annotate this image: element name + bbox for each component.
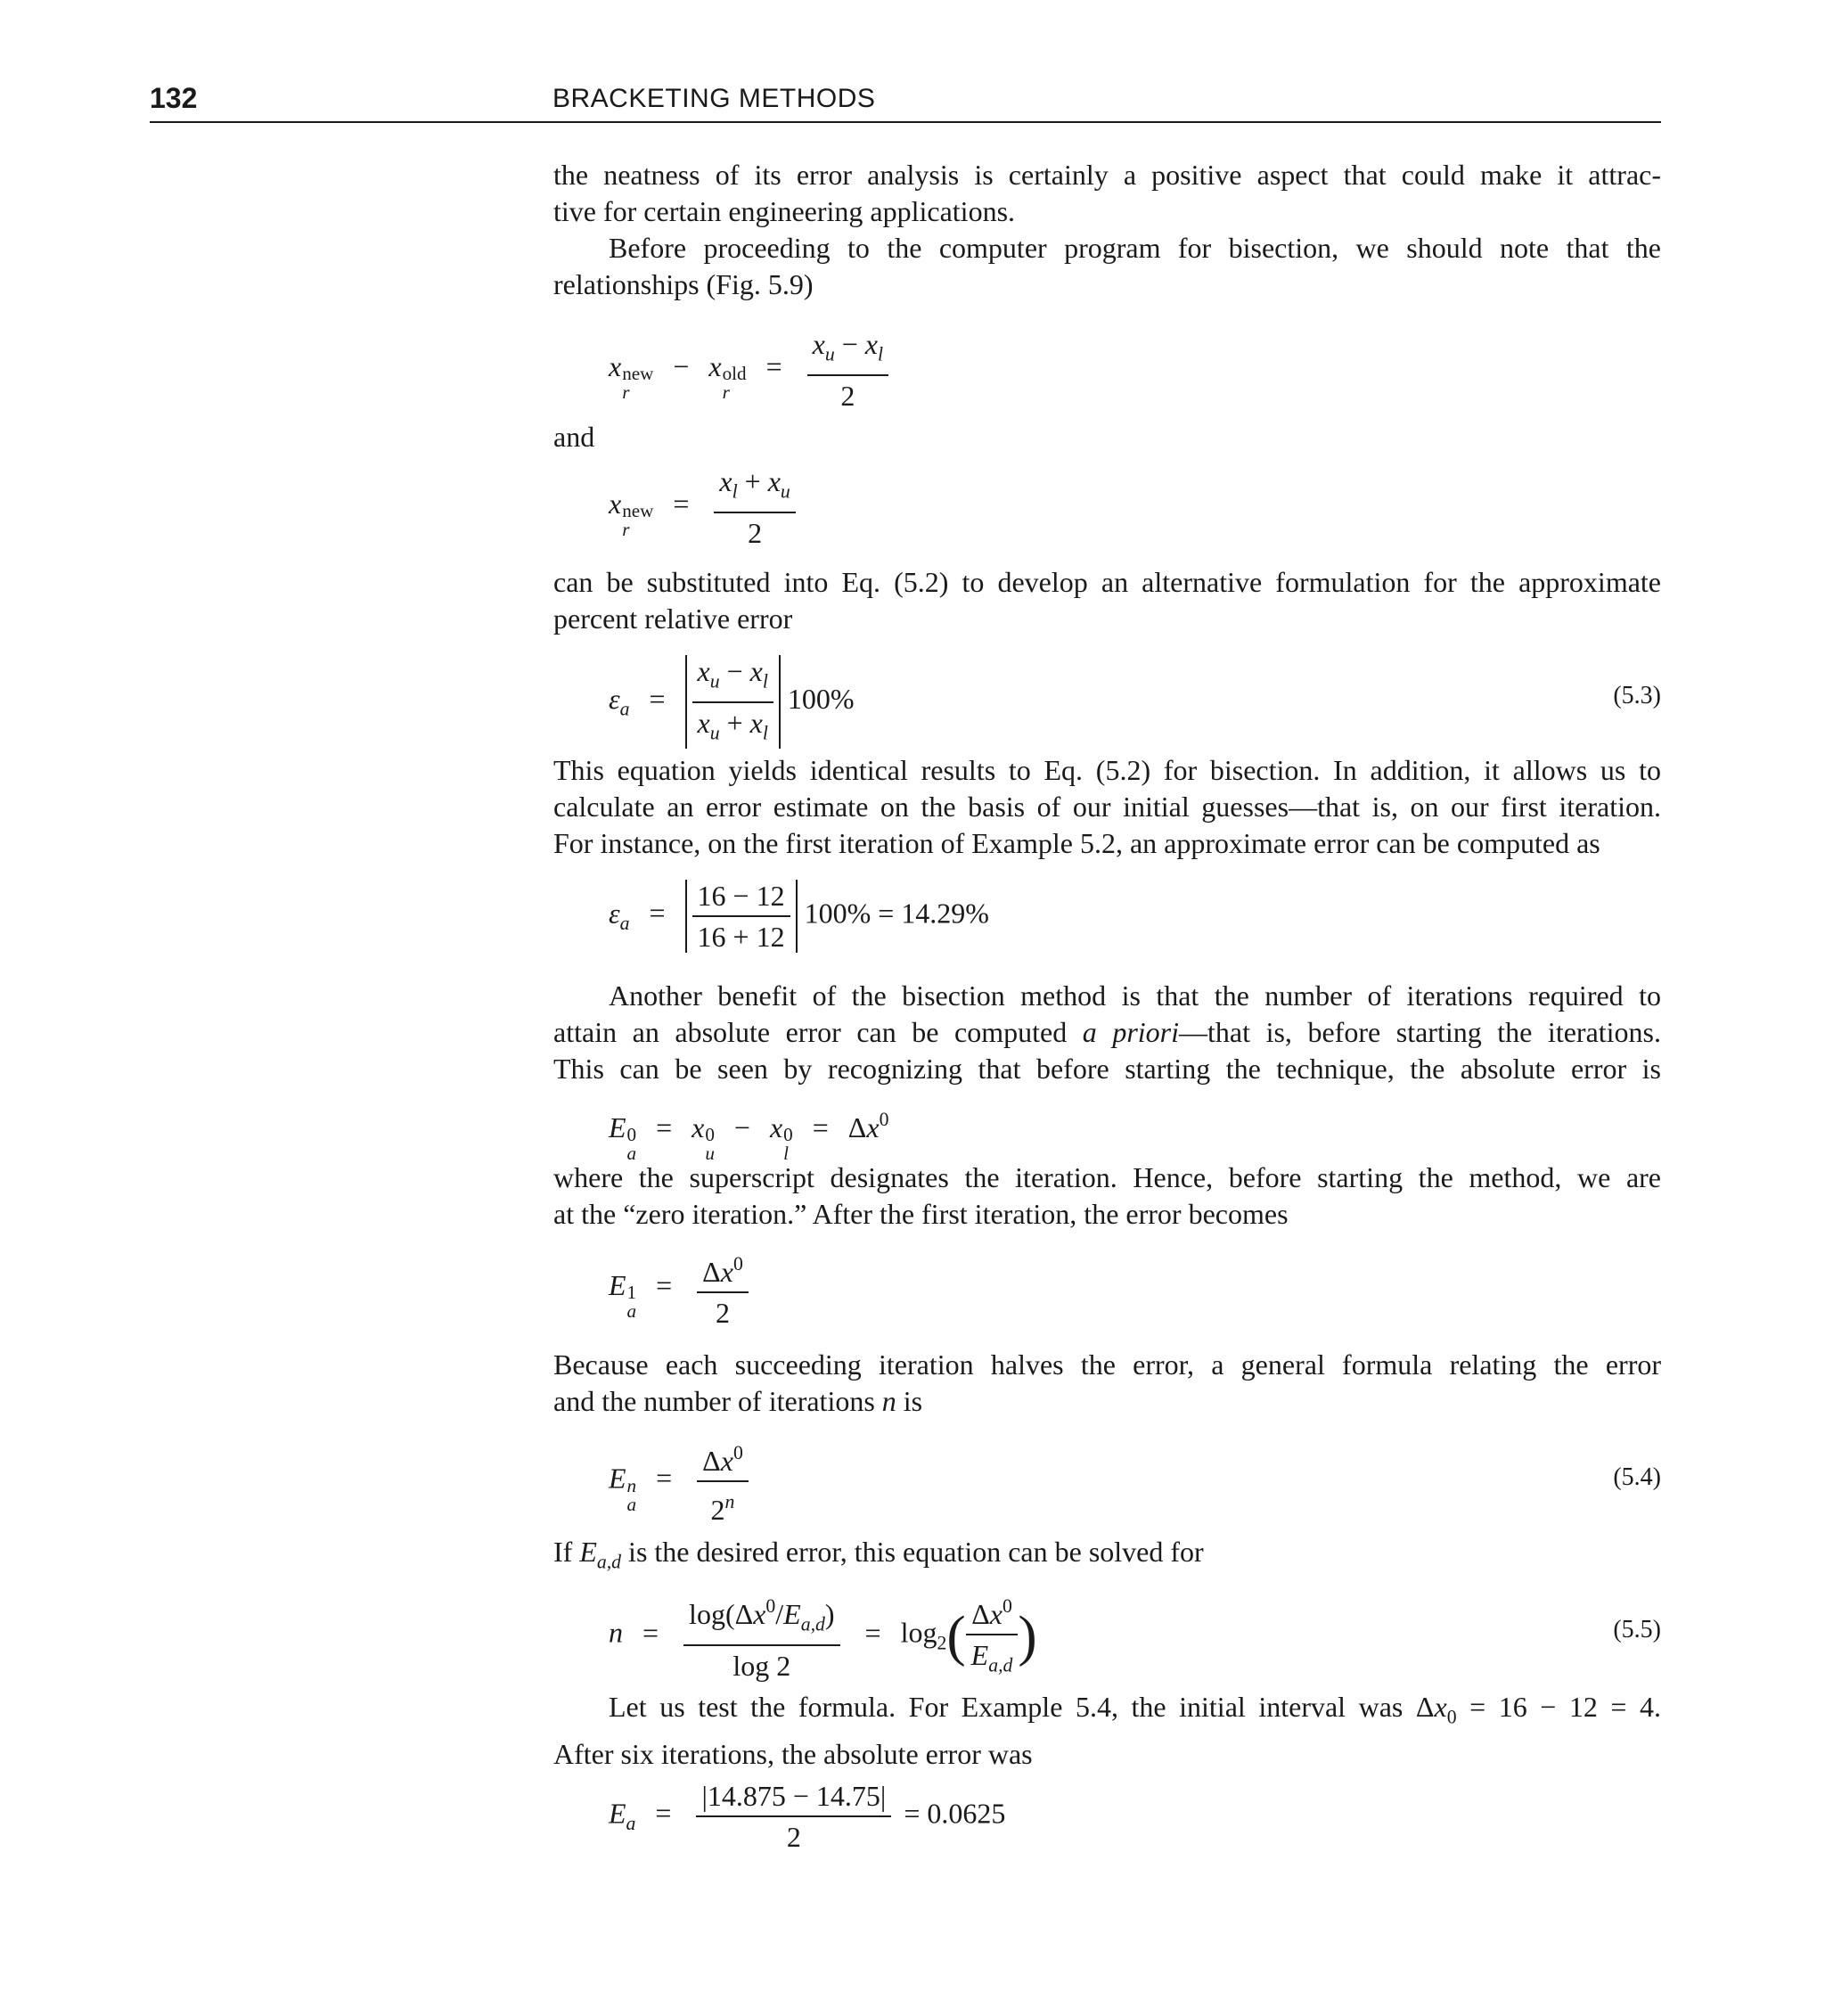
final-denominator: 2: [786, 1821, 801, 1853]
paragraph-continuation: [553, 157, 1661, 230]
equation-example-error: $\varepsilon_a$ = $\frac{16 - 12}{16 + 12}$ 100% = 14.29%: [609, 880, 989, 953]
page-number: 132: [150, 82, 198, 114]
paragraph-relationships: [553, 230, 1661, 303]
paragraph-desired-error: [553, 1534, 1661, 1581]
equation-5-4: E n a = $\frac{\Delta x^0}{2^n}$: [609, 1437, 754, 1526]
paragraph-substitution: [553, 564, 1661, 637]
final-result: = 0.0625: [904, 1797, 1006, 1830]
text-line: and the number of iterations n is: [553, 1385, 923, 1417]
text-line: After six iterations, the absolute error was: [553, 1737, 1033, 1770]
text-line: calculate an error estimate on the basis of our initial guesses—that is, on our first iteration.: [553, 791, 1661, 823]
text-line: the neatness of its error analysis is certainly a positive aspect that could make it attrac-: [553, 159, 1661, 191]
equation-number-5-5: (5.5): [1613, 1616, 1661, 1643]
paragraph-general-formula: [553, 1347, 1661, 1420]
example-result: 100% = 14.29%: [804, 897, 989, 930]
equation-first-iteration-error: E 1 a = $\frac{\Delta x^0}{2}$: [609, 1248, 754, 1329]
equation-six-iterations: $E_a$ = $\frac{|14.875 - 14.75|}{2}$ = 0.0625: [609, 1780, 1006, 1853]
paragraph-identical-results: [553, 752, 1661, 862]
text-line: If $E_{a,d}$ is the desired error, this equation can be solved for: [553, 1536, 1204, 1573]
paragraph-test-formula: [553, 1689, 1661, 1773]
percent-factor: 100%: [787, 682, 855, 715]
text-line: Another benefit of the bisection method is that the number of iterations required to: [609, 979, 1661, 1012]
equation-5-3: $\varepsilon_a$ = $\frac{x_u - x_l}{x_u + x_l}$ 100%: [609, 655, 855, 749]
paragraph-zero-iteration: [553, 1160, 1661, 1233]
equation-xr-new: x new r = $\frac{x_l + x_u}{2}$: [609, 465, 801, 549]
example-denominator: 16 + 12: [697, 921, 785, 953]
text-line: percent relative error: [553, 602, 793, 635]
text-line: This equation yields identical results to Eq. (5.2) for bisection. In addition, it allows us to: [553, 754, 1661, 786]
text-line: attain an absolute error can be computed a priori—that is, before starting the iterations.: [553, 1016, 1662, 1048]
equation-initial-error: E 0 a = x 0 u − x 0 l = $\Delta x^0$: [609, 1109, 889, 1165]
text-line: can be substituted into Eq. (5.2) to develop an alternative formulation for the approximate: [553, 566, 1661, 598]
text-line: For instance, on the first iteration of Example 5.2, an approximate error can be computed as: [553, 827, 1600, 859]
equation-number-5-4: (5.4): [1613, 1463, 1661, 1491]
paragraph-a-priori: [553, 978, 1661, 1087]
text-line: Because each succeeding iteration halves the error, a general formula relating the error: [553, 1348, 1661, 1381]
text-line: and: [553, 421, 595, 453]
text-line: relationships (Fig. 5.9): [553, 268, 814, 300]
final-numerator: |14.875 − 14.75|: [696, 1780, 891, 1817]
text-line: where the superscript designates the iteration. Hence, before starting the method, we are: [553, 1161, 1661, 1193]
text-line: at the “zero iteration.” After the first iteration, the error becomes: [553, 1198, 1289, 1230]
running-title: BRACKETING METHODS: [552, 84, 876, 113]
equation-number-5-3: (5.3): [1613, 682, 1661, 709]
text-line: tive for certain engineering applications.: [553, 195, 1016, 227]
paragraph-and: [553, 419, 1661, 455]
log-two: log 2: [732, 1649, 791, 1682]
equation-5-5: n = $\frac{\log(\Delta x^0/E_{a,d})}{\log 2}$ = $\log_2$( $\frac{\Delta x^0}{E_{a,d}}$ ): [609, 1590, 1037, 1682]
running-header: [150, 82, 1661, 123]
text-line: This can be seen by recognizing that before starting the technique, the absolute error is: [553, 1053, 1661, 1085]
example-numerator: 16 − 12: [692, 880, 790, 917]
text-line: Before proceeding to the computer program for bisection, we should note that the: [609, 232, 1661, 264]
equation-xr-difference: x new r − x old r = $\frac{x_u - x_l}{2}$: [609, 328, 894, 412]
text-line: Let us test the formula. For Example 5.4, the initial interval was $\Delta x_0 = 16 - 12 = 4$.: [609, 1691, 1661, 1728]
